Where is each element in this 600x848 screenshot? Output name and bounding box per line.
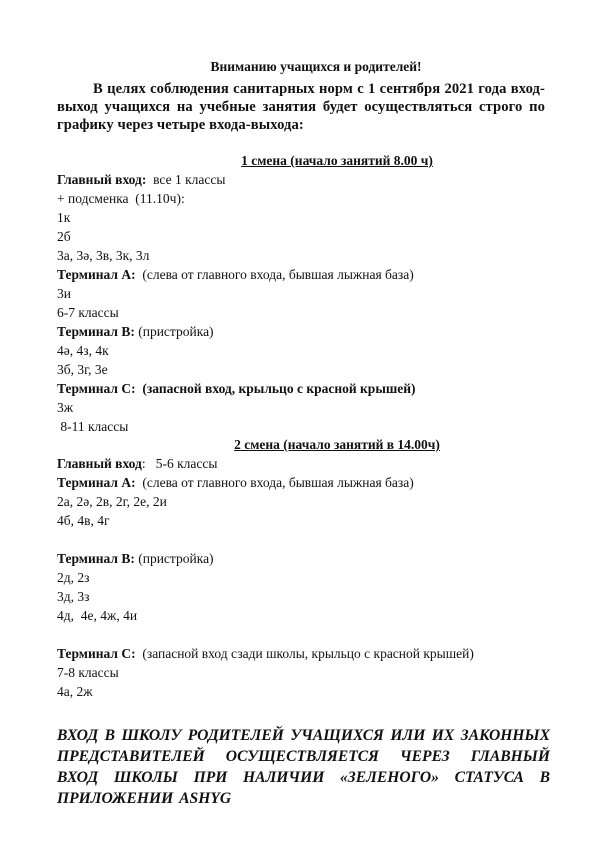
terminal-a-label: Терминал А: bbox=[57, 475, 136, 490]
spacer bbox=[57, 625, 545, 644]
shift-2-main-entrance bbox=[57, 454, 545, 473]
shift-2-terminal-c bbox=[57, 644, 545, 663]
shift-2-terminal-b bbox=[57, 549, 545, 568]
class-line: 1к bbox=[57, 210, 71, 225]
class-line: 3и bbox=[57, 286, 71, 301]
shift-2-section bbox=[57, 436, 545, 701]
main-entrance-value: : 5-6 классы bbox=[141, 456, 218, 471]
subshift-line: + подсменка (11.10ч): bbox=[57, 191, 185, 206]
spacer bbox=[57, 530, 545, 549]
class-line: 2б bbox=[57, 229, 71, 244]
terminal-a-note: (слева от главного входа, бывшая лыжная база) bbox=[135, 475, 414, 490]
class-line: 4ә, 4з, 4к bbox=[57, 343, 109, 358]
main-entrance-label: Главный вход: bbox=[57, 172, 147, 187]
terminal-b-label: Терминал В: bbox=[57, 324, 135, 339]
shift-1-main-entrance bbox=[57, 170, 545, 189]
class-line: 2д, 2з bbox=[57, 570, 90, 585]
class-line: 4а, 2ж bbox=[57, 684, 93, 699]
class-line: 4б, 4в, 4г bbox=[57, 513, 110, 528]
shift-1-terminal-c: Терминал С: (запасной вход, крыльцо с красной крышей) bbox=[57, 381, 416, 396]
shift-1-terminal-a bbox=[57, 265, 545, 284]
terminal-b-note: (пристройка) bbox=[134, 324, 214, 339]
parents-entry-notice: ВХОД В ШКОЛУ РОДИТЕЛЕЙ УЧАЩИХСЯ ИЛИ ИХ ЗАКОННЫХ ПРЕДСТАВИТЕЛЕЙ ОСУЩЕСТВЛЯЕТСЯ ЧЕРЕЗ ГЛАВНЫЙ ВХОД ШКОЛЫ ПРИ НАЛИЧИИ «ЗЕЛЕНОГО» СТАТУСА В ПРИЛОЖЕНИИ ASHYG bbox=[57, 727, 550, 807]
class-line: 3б, 3г, 3е bbox=[57, 362, 108, 377]
terminal-b-note: (пристройка) bbox=[134, 551, 214, 566]
class-line: 3а, 3ә, 3в, 3к, 3л bbox=[57, 248, 150, 263]
shift-2-heading: 2 смена (начало занятий в 14.00ч) bbox=[234, 437, 440, 452]
class-line: 2а, 2ә, 2в, 2г, 2е, 2и bbox=[57, 494, 167, 509]
main-entrance-value: все 1 классы bbox=[146, 172, 226, 187]
shift-2-terminal-a bbox=[57, 473, 545, 492]
class-line: 7-8 классы bbox=[57, 665, 119, 680]
class-line: 3ж bbox=[57, 400, 74, 415]
class-line: 6-7 классы bbox=[57, 305, 119, 320]
shift-1-terminal-b bbox=[57, 322, 545, 341]
terminal-a-note: (слева от главного входа, бывшая лыжная база) bbox=[135, 267, 414, 282]
class-line: 3д, 3з bbox=[57, 589, 90, 604]
terminal-c-label: Терминал С: bbox=[57, 646, 136, 661]
intro-paragraph: В целях соблюдения санитарных норм с 1 сентября 2021 года вход-выход учащихся на учебные занятия будет осуществляться строго по графику через четыре входа-выхода: bbox=[57, 81, 545, 133]
shift-1-section bbox=[57, 152, 545, 436]
class-line: 4д, 4е, 4ж, 4и bbox=[57, 608, 138, 623]
terminal-c-note: (запасной вход сзади школы, крыльцо с красной крышей) bbox=[135, 646, 474, 661]
terminal-a-label: Терминал А: bbox=[57, 267, 136, 282]
terminal-b-label: Терминал В: bbox=[57, 551, 135, 566]
main-entrance-label: Главный вход bbox=[57, 456, 142, 471]
document-page bbox=[57, 58, 550, 825]
document-title: Вниманию учащихся и родителей! bbox=[210, 59, 422, 74]
class-line: 8-11 классы bbox=[57, 419, 129, 434]
shift-1-heading: 1 смена (начало занятий 8.00 ч) bbox=[241, 153, 433, 168]
